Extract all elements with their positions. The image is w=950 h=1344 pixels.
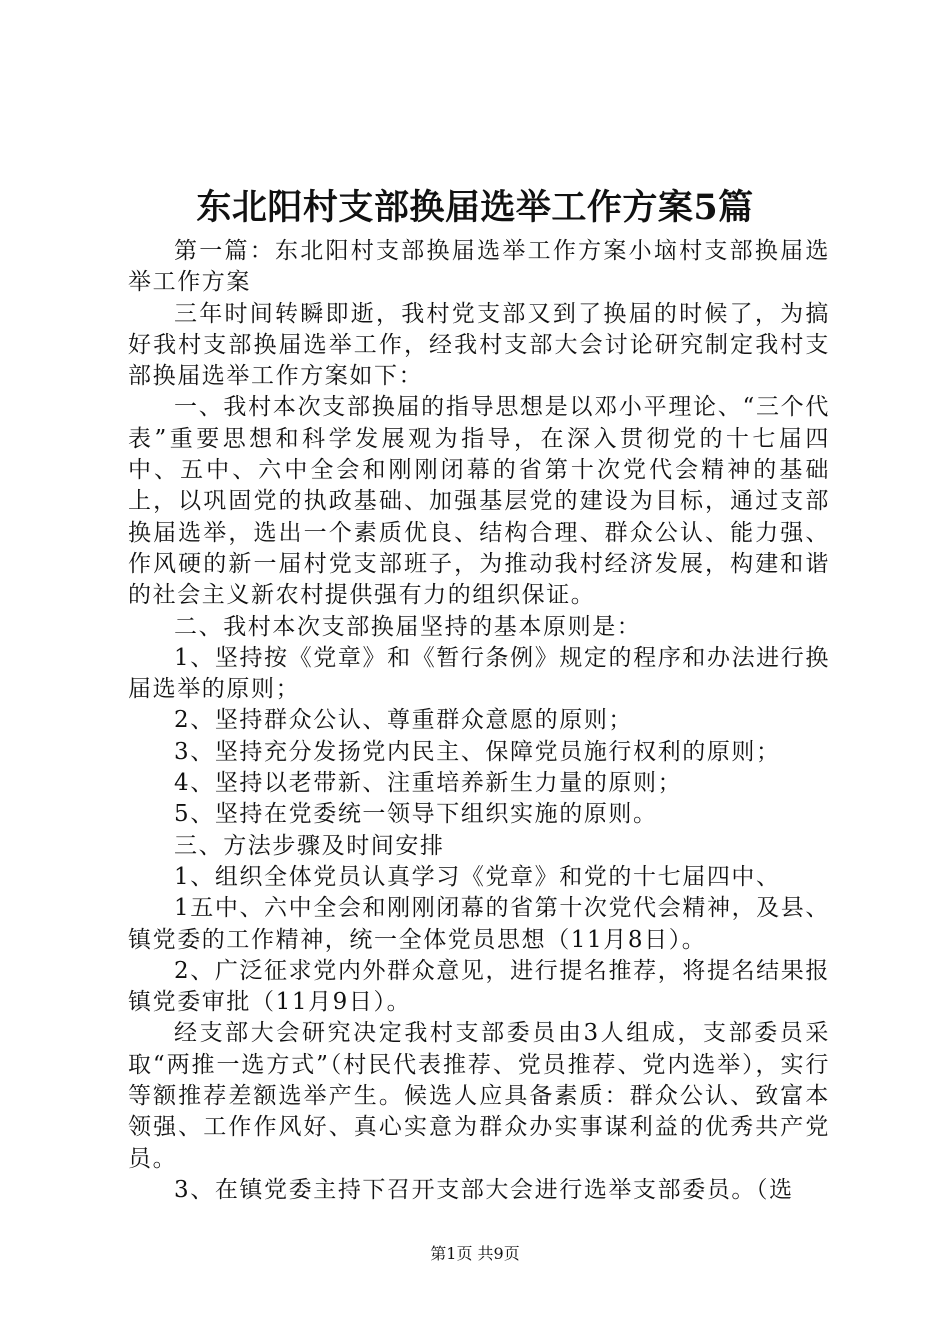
paragraph: 三年时间转瞬即逝，我村党支部又到了换届的时候了，为搞好我村支部换届选举工作，经我村支部大会讨论研究制定我村支部换届选举工作方案如下： — [128, 300, 830, 390]
paragraph: 4、坚持以老带新、注重培养新生力量的原则； — [174, 770, 683, 797]
paragraph: 1五中、六中全会和刚刚闭幕的省第十次党代会精神，及县、镇党委的工作精神，统一全体党员思想（11月8日）。 — [128, 895, 830, 953]
paragraph: 3、在镇党委主持下召开支部大会进行选举支部委员。（选 — [174, 1176, 794, 1203]
paragraph: 5、坚持在党委统一领导下组织实施的原则。 — [174, 801, 658, 828]
paragraph: 经支部大会研究决定我村支部委员由3人组成，支部委员采取“两推一选方式”（村民代表推荐、党员推荐、党内选举），实行等额推荐差额选举产生。候选人应具备素质：群众公认、致富本领强、工作作风好、真心实意为群众办实事谋利益的优秀共产党员。 — [128, 1020, 830, 1172]
paragraph: 二、我村本次支部换届坚持的基本原则是： — [174, 613, 642, 640]
page-number-footer: 第1页 共9页 — [430, 1244, 520, 1263]
document-body — [128, 236, 830, 1206]
paragraph: 2、广泛征求党内外群众意见，进行提名推荐，将提名结果报镇党委审批（11月9日）。 — [128, 957, 830, 1016]
paragraph: 2、坚持群众公认、尊重群众意愿的原则； — [174, 707, 634, 734]
paragraph: 1、组织全体党员认真学习《党章》和党的十七届四中、 — [174, 863, 781, 890]
paragraph: 第一篇：东北阳村支部换届选举工作方案小垴村支部换届选举工作方案 — [128, 238, 830, 296]
paragraph: 一、我村本次支部换届的指导思想是以邓小平理论、“三个代表”重要思想和科学发展观为指导，在深入贯彻党的十七届四中、五中、六中全会和刚刚闭幕的省第十次党代会精神的基础上，以巩固党的执政基础、加强基层党的建设为目标，通过支部换届选举，选出一个素质优良、结构合理、群众公认、能力强、作风硬的新一届村党支部班子，为推动我村经济发展，构建和谐的社会主义新农村提供强有力的组织保证。 — [128, 394, 830, 609]
paragraph: 三、方法步骤及时间安排 — [174, 832, 445, 859]
document-title: 东北阳村支部换届选举工作方案5篇 — [196, 187, 754, 228]
paragraph: 1、坚持按《党章》和《暂行条例》规定的程序和办法进行换届选举的原则； — [128, 644, 830, 703]
paragraph: 3、坚持充分发扬党内民主、保障党员施行权利的原则； — [174, 738, 781, 765]
